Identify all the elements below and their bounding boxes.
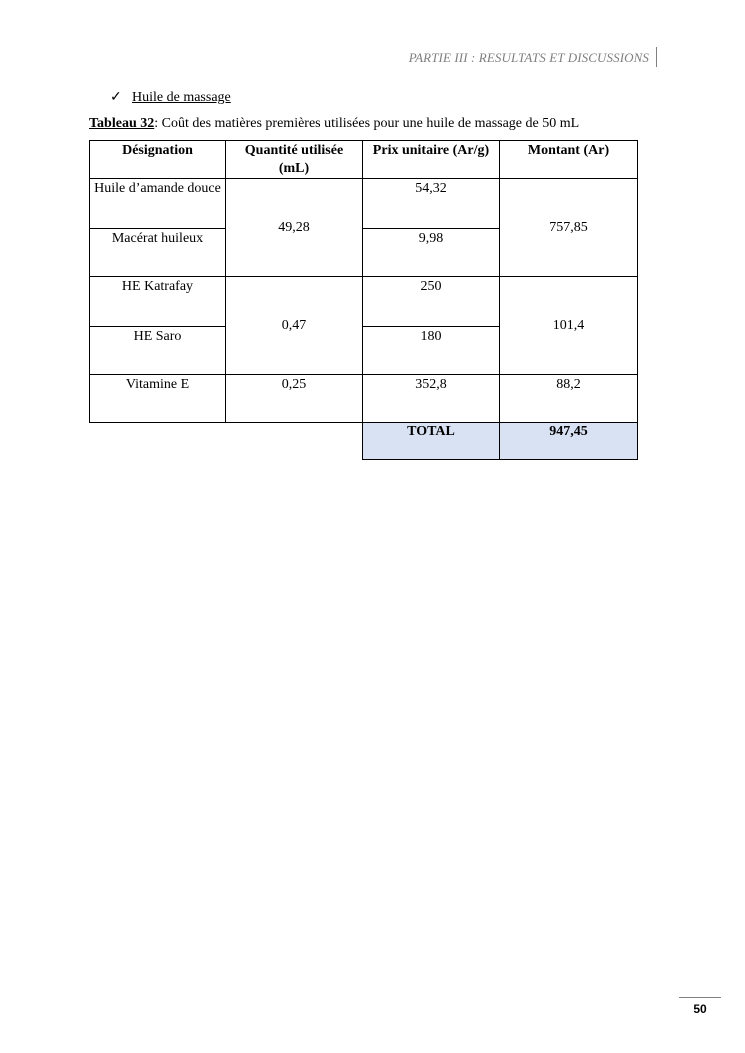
header-title: PARTIE III : RESULTATS ET DISCUSSIONS xyxy=(408,50,649,65)
table-row xyxy=(90,375,638,423)
section-bullet xyxy=(110,89,231,106)
cell-prix: 352,8 xyxy=(363,375,500,423)
table-header-row xyxy=(90,141,638,179)
cell-designation: HE Katrafay xyxy=(90,277,226,327)
col-header-quantite: Quantité utilisée (mL) xyxy=(226,141,363,179)
total-label: TOTAL xyxy=(363,423,500,460)
cell-montant-group: 757,85 xyxy=(500,179,638,277)
footer-rule xyxy=(679,997,721,998)
running-header xyxy=(257,47,657,69)
cell-designation: Huile d’amande douce xyxy=(90,179,226,229)
caption-text: : Coût des matières premières utilisées pour une huile de massage de 50 mL xyxy=(154,116,580,131)
cell-montant: 88,2 xyxy=(500,375,638,423)
section-label: Huile de massage xyxy=(132,90,231,105)
cell-designation: HE Saro xyxy=(90,327,226,375)
table-row xyxy=(90,277,638,327)
cell-designation: Vitamine E xyxy=(90,375,226,423)
cell-prix: 9,98 xyxy=(363,229,500,277)
col-header-prix: Prix unitaire (Ar/g) xyxy=(363,141,500,179)
table-caption xyxy=(89,116,579,132)
total-spacer xyxy=(90,423,363,460)
cell-designation: Macérat huileux xyxy=(90,229,226,277)
cell-montant-group: 101,4 xyxy=(500,277,638,375)
cell-prix: 250 xyxy=(363,277,500,327)
col-header-montant: Montant (Ar) xyxy=(500,141,638,179)
table-number: Tableau 32 xyxy=(89,116,155,131)
col-header-designation: Désignation xyxy=(90,141,226,179)
header-rule xyxy=(656,47,657,67)
cell-quantite-group: 49,28 xyxy=(226,179,363,277)
cell-prix: 54,32 xyxy=(363,179,500,229)
page-number: 50 xyxy=(693,1002,707,1016)
cell-prix: 180 xyxy=(363,327,500,375)
cell-quantite-group: 0,47 xyxy=(226,277,363,375)
total-row xyxy=(90,423,638,460)
total-value: 947,45 xyxy=(500,423,638,460)
cost-table xyxy=(89,140,638,460)
cell-quantite: 0,25 xyxy=(226,375,363,423)
table-row xyxy=(90,179,638,229)
checkmark-icon: ✓ xyxy=(110,90,122,105)
